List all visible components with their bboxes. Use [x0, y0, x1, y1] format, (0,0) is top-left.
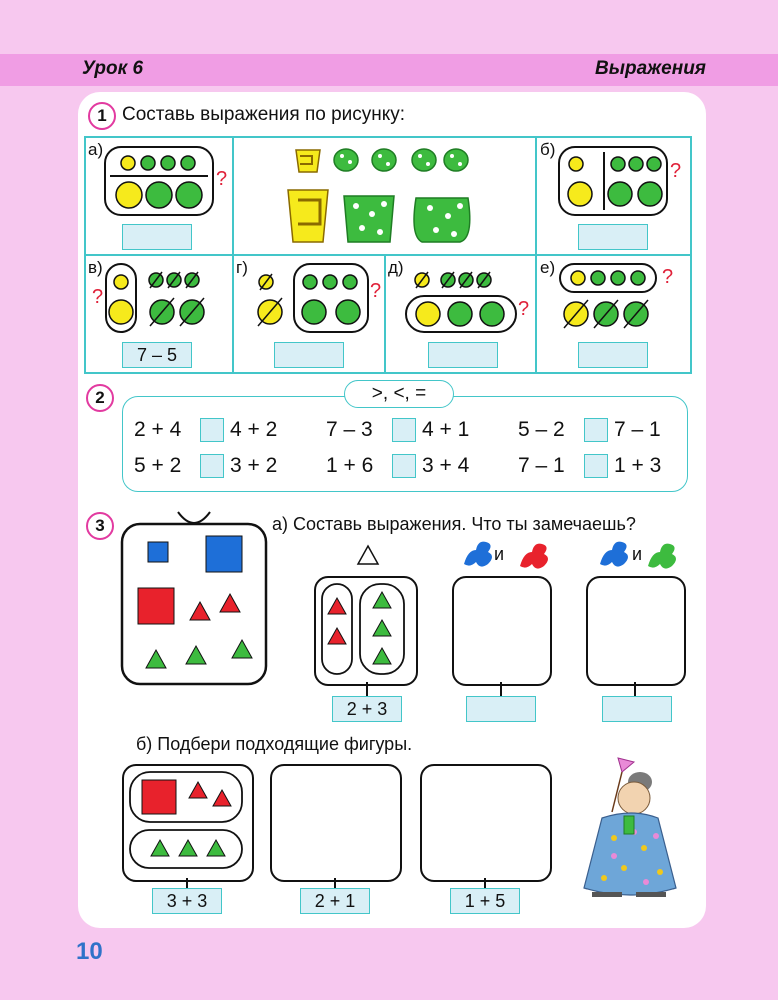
signs-hint: >, <, = [344, 380, 454, 408]
cmp-2-3-left: 7 – 1 [518, 454, 565, 477]
answer-box-3b-1[interactable]: 3 + 3 [152, 888, 222, 914]
cmp-1-1-left: 2 + 4 [134, 418, 182, 441]
question-mark-v: ? [92, 286, 104, 308]
compare-box[interactable] [392, 454, 416, 478]
connector-line [334, 878, 336, 888]
answer-box-b[interactable] [578, 224, 648, 250]
label-e: е) [540, 258, 556, 277]
cmp-1-2-left: 7 – 3 [326, 418, 373, 441]
cmp-1-2-right: 4 + 1 [422, 418, 470, 441]
dots-picture-a [104, 146, 214, 218]
task1-grid-v1 [232, 136, 234, 374]
answer-box-d[interactable] [428, 342, 498, 368]
shapes-bag [120, 506, 270, 686]
label-d: д) [388, 258, 404, 277]
answer-box-v[interactable]: 7 – 5 [122, 342, 192, 368]
task2-number: 2 [86, 384, 114, 412]
topic-title: Выражения [595, 58, 706, 79]
task3-number: 3 [86, 512, 114, 540]
compare-box[interactable] [392, 418, 416, 442]
dots-picture-b [558, 146, 668, 218]
compare-box[interactable] [584, 418, 608, 442]
answer-box-3a-1[interactable]: 2 + 3 [332, 696, 402, 722]
task1-grid-left [84, 136, 86, 374]
question-mark-a: ? [216, 168, 228, 190]
question-mark-d: ? [518, 298, 530, 320]
and-word-1: и [494, 544, 505, 564]
task1-grid-v2 [535, 136, 537, 374]
answer-box-g[interactable] [274, 342, 344, 368]
cmp-1-3-left: 5 – 2 [518, 418, 565, 441]
cmp-1-3-right: 7 – 1 [614, 418, 661, 441]
empty-frame-b2[interactable] [270, 764, 402, 882]
task1-grid-right [690, 136, 692, 374]
compare-box[interactable] [200, 454, 224, 478]
answer-box-3b-2[interactable]: 2 + 1 [300, 888, 370, 914]
label-a: а) [88, 140, 104, 159]
dots-picture-e [558, 262, 662, 336]
connector-line [186, 878, 188, 888]
question-mark-b: ? [670, 160, 682, 182]
cmp-2-1-right: 3 + 2 [230, 454, 278, 477]
and-word-2: и [632, 544, 643, 564]
cmp-2-3-right: 1 + 3 [614, 454, 662, 477]
triangle-outline-icon [356, 544, 380, 566]
task3-part-a: а) Составь выражения. Что ты замечаешь? [272, 514, 636, 534]
answer-box-e[interactable] [578, 342, 648, 368]
cmp-2-2-right: 3 + 4 [422, 454, 470, 477]
label-v: в) [88, 258, 103, 277]
task3-part-b: б) Подбери подходящие фигуры. [136, 734, 413, 754]
connector-line [484, 878, 486, 888]
shapes-groups-b1 [128, 770, 246, 874]
empty-frame-b3[interactable] [420, 764, 552, 882]
compare-box[interactable] [200, 418, 224, 442]
empty-frame-blue-red[interactable] [452, 576, 552, 686]
cups-picture [284, 144, 484, 248]
question-mark-e: ? [662, 266, 674, 288]
answer-box-3a-3[interactable] [602, 696, 672, 722]
task1-grid-middle [84, 254, 692, 256]
connector-line [366, 682, 368, 696]
dots-picture-d [404, 262, 522, 336]
lesson-title: Урок 6 [82, 58, 144, 79]
compare-box[interactable] [584, 454, 608, 478]
triangles-groups [320, 582, 410, 678]
task1-grid-bottom [84, 372, 692, 374]
task1-grid-top [84, 136, 692, 138]
answer-box-a[interactable] [122, 224, 192, 250]
question-mark-g: ? [370, 280, 382, 302]
page-number: 10 [76, 938, 103, 965]
cmp-2-1-left: 5 + 2 [134, 454, 182, 477]
connector-line [634, 682, 636, 696]
cmp-2-2-left: 1 + 6 [326, 454, 374, 477]
old-lady-character [574, 752, 684, 908]
big-yellow-mug [288, 190, 328, 242]
label-b: б) [540, 140, 556, 159]
empty-frame-blue-green[interactable] [586, 576, 686, 686]
small-yellow-cup [296, 150, 320, 172]
label-g: г) [236, 258, 248, 277]
task1-number: 1 [88, 102, 116, 130]
dots-picture-v [104, 262, 224, 336]
blue-red-blots [460, 538, 560, 572]
task1-title: Составь выражения по рисунку: [122, 104, 406, 125]
connector-line [500, 682, 502, 696]
task1-grid-v3 [384, 254, 386, 374]
cmp-1-1-right: 4 + 2 [230, 418, 278, 441]
answer-box-3a-2[interactable] [466, 696, 536, 722]
blue-green-blots [596, 538, 696, 572]
answer-box-3b-3[interactable]: 1 + 5 [450, 888, 520, 914]
dots-picture-g [252, 262, 372, 336]
